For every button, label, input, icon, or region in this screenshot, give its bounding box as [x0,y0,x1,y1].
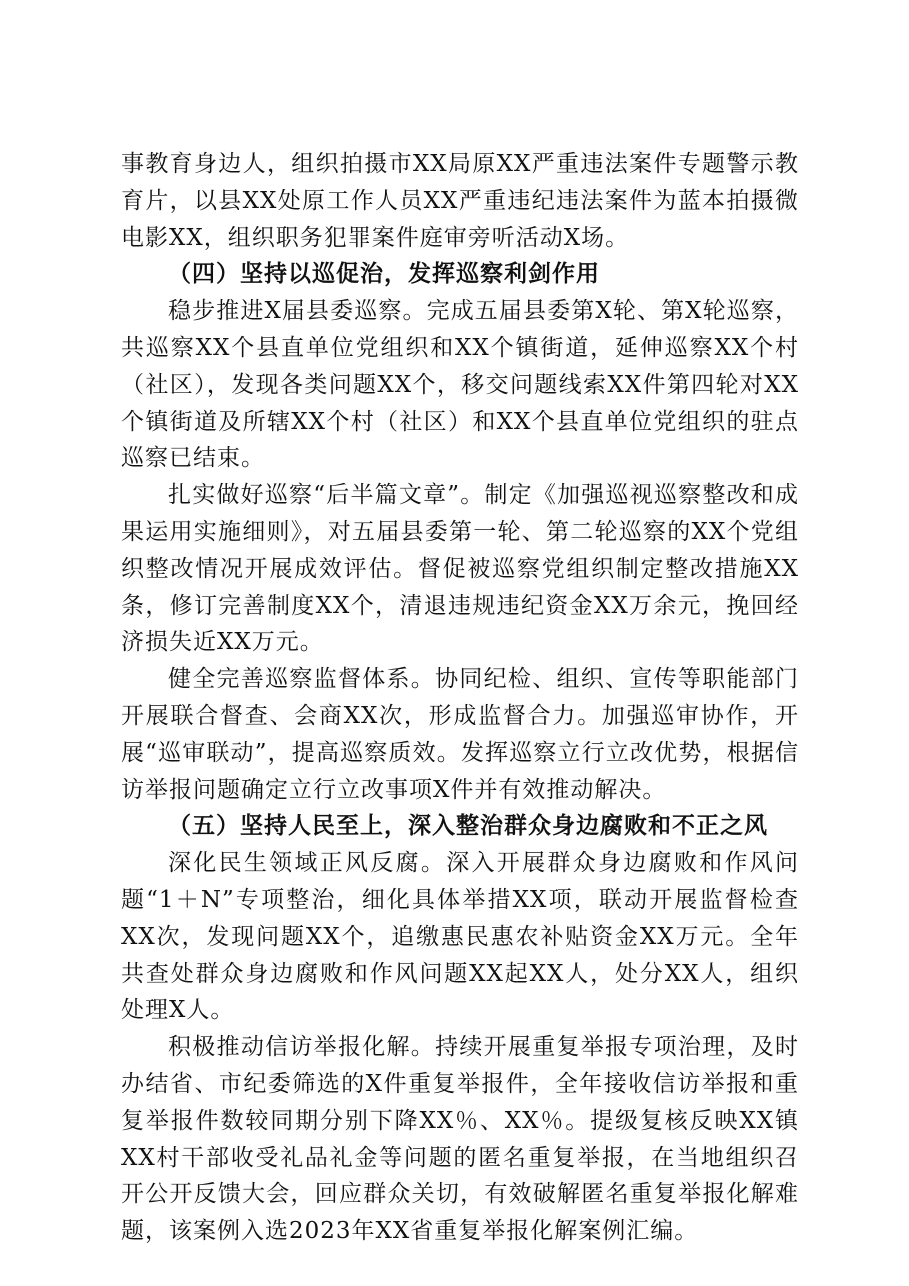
paragraph-petition-resolution: 积极推动信访举报化解。持续开展重复举报专项治理，及时办结省、市纪委筛选的X件重复举报件，全年接收信访举报和重复举报件数较同期分别下降XX％、XX％。提级复核反映XX镇XX村干部收受礼品礼金等问题的匿名重复举报，在当地组织召开公开反馈大会，回应群众关切，有效破解匿名重复举报化解难题，该案例入选2023年XX省重复举报化解案例汇编。 [121,1034,799,1245]
document-body [121,146,799,1250]
section-heading-4: （四）坚持以巡促治，发挥巡察利剑作用 [168,260,600,288]
paragraph-inspection-system: 健全完善巡察监督体系。协同纪检、组织、宣传等职能部门开展联合督查、会商XX次，形成监督合力。加强巡审协作，开展“巡审联动”，提高巡察质效。发挥巡察立行立改优势，根据信访举报问题确定立行立改事项X件并有效推动解决。 [121,666,799,803]
paragraph-continuation: 事教育身边人，组织拍摄市XX局原XX严重违法案件专题警示教育片，以县XX处原工作人员XX严重违纪违法案件为蓝本拍摄微电影XX，组织职务犯罪案件庭审旁听活动X场。 [121,151,799,251]
paragraph-livelihood-anticorruption: 深化民生领域正风反腐。深入开展群众身边腐败和作风问题“1＋N”专项整治，细化具体举措XX项，联动开展监督检查XX次，发现问题XX个，追缴惠民惠农补贴资金XX万元。全年共查处群众身边腐败和作风问题XX起XX人，处分XX人，组织处理X人。 [121,850,799,1024]
paragraph-inspection-followup: 扎实做好巡察“后半篇文章”。制定《加强巡视巡察整改和成果运用实施细则》，对五届县委第一轮、第二轮巡察的XX个党组织整改情况开展成效评估。督促被巡察党组织制定整改措施XX条，修订完善制度XX个，清退违规违纪资金XX万余元，挽回经济损失近XX万元。 [121,482,799,656]
paragraph-inspection-progress: 稳步推进X届县委巡察。完成五届县委第X轮、第X轮巡察，共巡察XX个县直单位党组织和XX个镇街道，延伸巡察XX个村（社区），发现各类问题XX个，移交问题线索XX件第四轮对XX个镇街道及所辖XX个村（社区）和XX个县直单位党组织的驻点巡察已结束。 [121,298,799,472]
section-heading-5: （五）坚持人民至上，深入整治群众身边腐败和不正之风 [168,812,768,840]
